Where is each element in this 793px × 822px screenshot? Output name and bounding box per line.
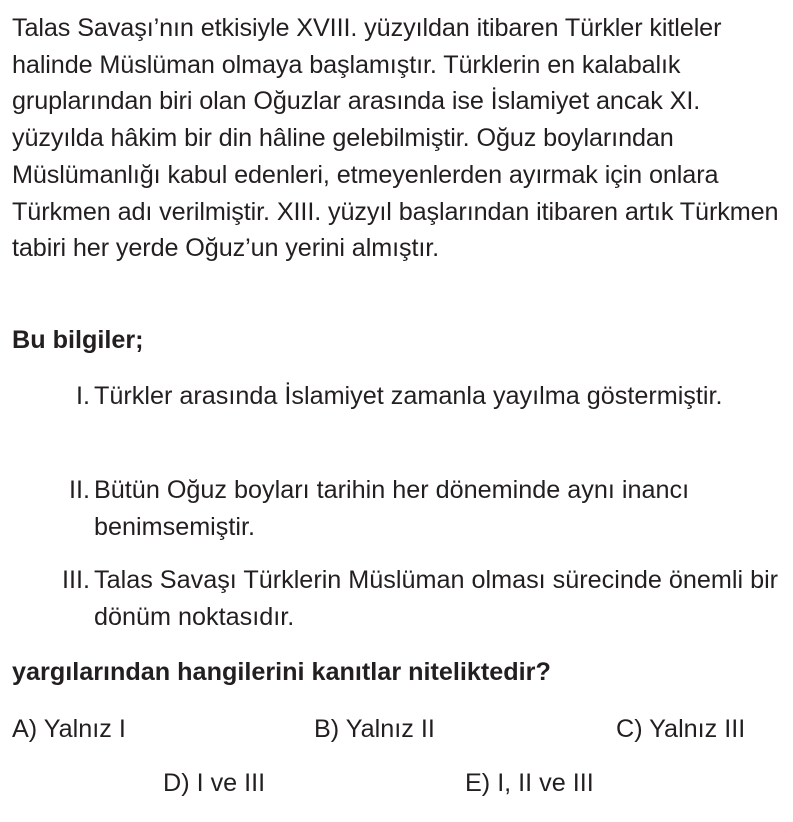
- statement-item: [12, 472, 782, 546]
- statement-item: [12, 378, 782, 415]
- option-label: C): [616, 715, 643, 743]
- option-text: Yalnız II: [345, 715, 435, 743]
- answer-option-e[interactable]: [465, 765, 594, 801]
- option-label: E): [465, 769, 491, 797]
- question-prompt: yargılarından hangilerini kanıtlar niteliktedir?: [12, 658, 551, 686]
- statement-numeral: I.: [76, 382, 90, 410]
- passage-text: Talas Savaşı’nın etkisiyle XVIII. yüzyıldan itibaren Türkler kitleler halinde Müslüman olmaya başlamıştır. Türklerin en kalabalık gruplarından biri olan Oğuzlar arasında ise İslamiyet ancak XI. yüzyılda hâkim bir din hâline gelebilmiştir. Oğuz boylarından Müslümanlığı kabul edenleri, etmeyenlerden ayırmak için onlara Türkmen adı verilmiştir. XIII. yüzyıl başlarından itibaren artık Türkmen tabiri her yerde Oğuz’un yerini almıştır.: [12, 14, 779, 263]
- question-stem: Bu bilgiler;: [12, 326, 144, 354]
- option-text: Yalnız III: [649, 715, 746, 743]
- option-label: B): [314, 715, 340, 743]
- option-label: A): [12, 715, 38, 743]
- statement-text: Talas Savaşı Türklerin Müslüman olması sürecinde önemli bir dönüm noktasıdır.: [94, 566, 779, 631]
- option-text: I ve III: [196, 769, 266, 797]
- statement-numeral: II.: [69, 476, 90, 504]
- answer-option-d[interactable]: [163, 765, 265, 801]
- statement-item: [12, 562, 782, 636]
- statement-text: Türkler arasında İslamiyet zamanla yayılma göstermiştir.: [94, 382, 723, 410]
- option-label: D): [163, 769, 190, 797]
- option-text: Yalnız I: [43, 715, 126, 743]
- answer-option-a[interactable]: [12, 711, 126, 747]
- answer-option-b[interactable]: [314, 711, 435, 747]
- answer-option-c[interactable]: [616, 711, 745, 747]
- statement-numeral: III.: [62, 566, 90, 594]
- statement-text: Bütün Oğuz boyları tarihin her döneminde aynı inancı benimsemiştir.: [94, 476, 690, 541]
- option-text: I, II ve III: [497, 769, 594, 797]
